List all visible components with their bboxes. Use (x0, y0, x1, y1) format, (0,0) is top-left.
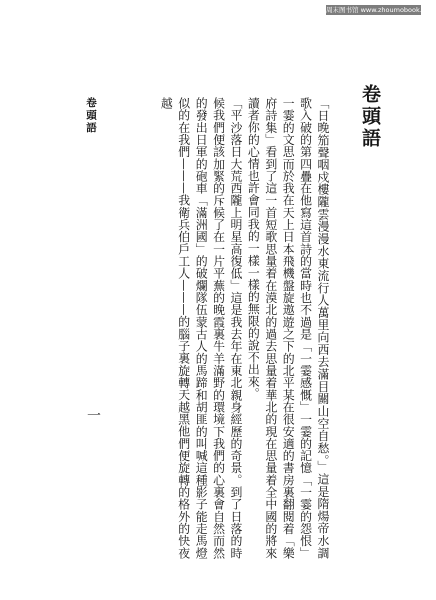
paragraph-1: 「日晚笳聲咽戍樓隴雲漫漫水東流行人萬里向西去滿目關山空自愁。」這是隋煬帝水調歌入破的第四疊在他寫這首詩的當時也不過是「一霎感慨」一霎的記憶「一霎的怨恨」一霎的文思而於我在天上日本飛機盤旋遨遊之下的北平某在很安適的書房裏翻閱着「樂府詩集」看到了這一首短歌思量着在漠北的過去思量着華北的現在思量着全中國的將來讀者你的心情也許會同我的一樣一樣的無限的說不出來。 (246, 97, 330, 559)
paragraph-2: 「平沙落日大荒西隴上明星高復低」這是我去年在東北親身經歷的奇景。到了日落的時候我們便該加緊的斥候了在一片平蕪的晚霞裏牛羊滿野的環境下我們的心裏會自然而然的發出日軍的砲車「滿洲國」的破爛隊伍蒙古人的馬蹄和胡匪的叫喊這種影子能走馬燈似的在我們———我衛兵伯戶工人———的腦子裏旋轉天越黑他們便旋轉的格外的快夜越 (159, 97, 243, 559)
running-head: 卷頭語 (85, 97, 97, 135)
page-title: 卷頭語 (359, 84, 381, 150)
site-watermark: 周末图书馆 www.zhoumobook.com (326, 6, 436, 14)
body-text (81, 97, 331, 559)
page-number: 一 (85, 408, 101, 422)
